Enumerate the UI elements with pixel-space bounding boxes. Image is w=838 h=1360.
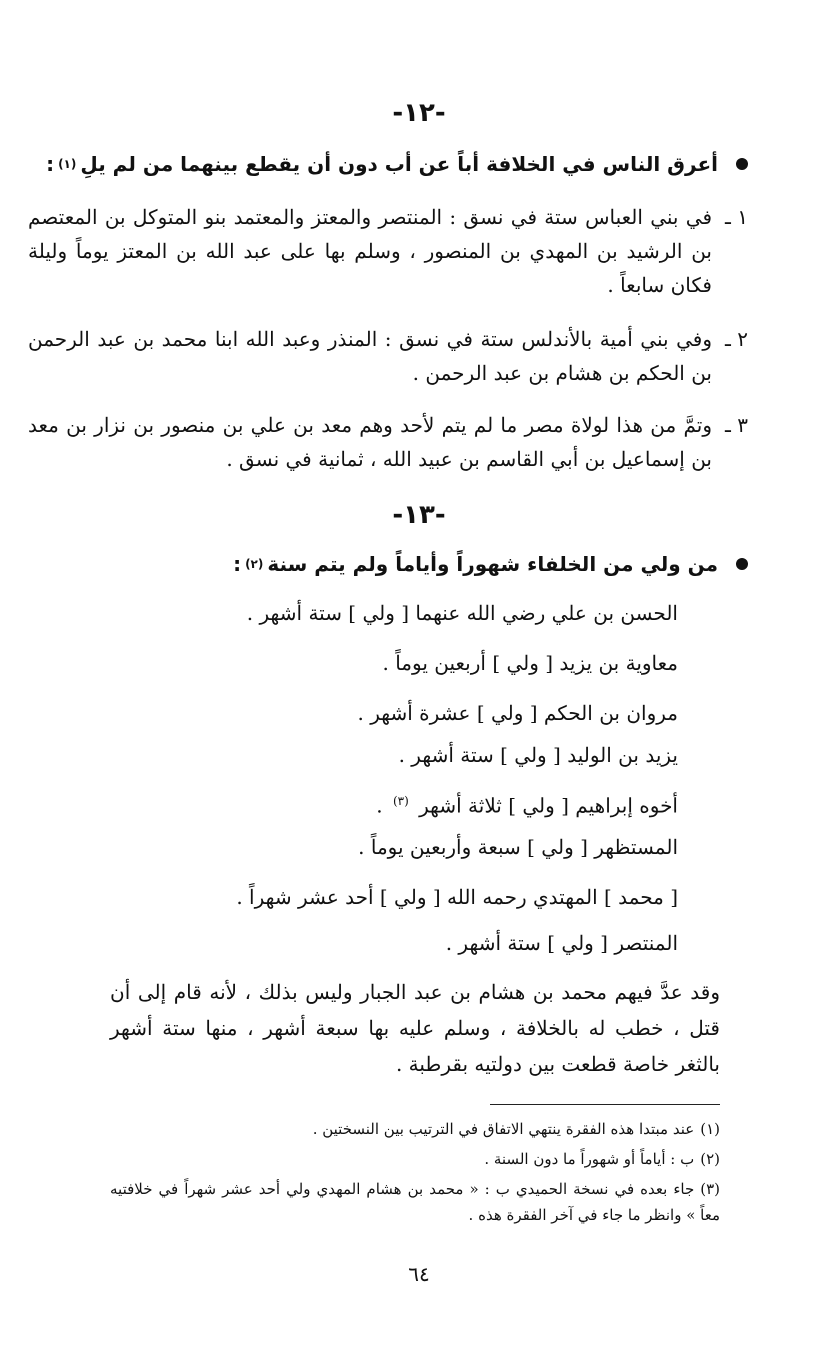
footnote-text: جاء بعده في نسخة الحميدي ب : « محمد بن هشام المهدي ولي أحد عشر شهراً في خلافتيه معاً » وانظر ما جاء في آخر الفقرة هذه . (110, 1180, 720, 1224)
list-item: معاوية بن يزيد [ ولي ] أربعين يوماً . (382, 651, 678, 675)
section-number-12: -١٢- (392, 98, 446, 128)
footnote-ref-1: (١) (58, 157, 77, 171)
list-item: مروان بن الحكم [ ولي ] عشرة أشهر . (357, 701, 678, 725)
footnote-text: عند مبتدا هذه الفقرة ينتهي الاتفاق في الترتيب بين النسختين . (312, 1120, 695, 1138)
item-number: ٢ ـ (725, 327, 748, 351)
list-item: المستظهر [ ولي ] سبعة وأربعين يوماً . (358, 835, 678, 859)
heading-colon: : (46, 152, 55, 176)
footnote-ref-3: (٣) (392, 794, 409, 808)
list-item: يزيد بن الوليد [ ولي ] ستة أشهر . (398, 743, 678, 767)
footnote-ref-2: (٢) (245, 557, 264, 571)
page-number: ٦٤ (408, 1262, 430, 1286)
heading-text: أعرق الناس في الخلافة أباً عن أب دون أن يقطع بينهما من لم يلِ (80, 152, 718, 176)
bullet-icon (736, 558, 748, 570)
section-number-13: -١٣- (392, 500, 446, 530)
footnote-1 (110, 1116, 720, 1142)
item-text: في بني العباس ستة في نسق : المنتصر والمعتز والمعتمد بنو المتوكل بن المعتصم بن الرشيد بن المهدي بن المنصور ، وسلم بها على عبد الله بن المعتز يوماً وليلة فكان سابعاً . (28, 205, 713, 297)
item-paragraph-1 (28, 200, 748, 302)
footnote-number: (٢) (700, 1150, 720, 1168)
footnote-divider (490, 1104, 720, 1105)
heading-text: من ولي من الخلفاء شهوراً وأياماً ولم يتم سنة (267, 552, 718, 576)
list-item-period: . (376, 793, 383, 818)
heading-colon: : (233, 552, 242, 576)
item-number: ١ ـ (725, 205, 748, 229)
list-item: الحسن بن علي رضي الله عنهما [ ولي ] ستة أشهر . (246, 601, 678, 625)
item-text: وفي بني أمية بالأندلس ستة في نسق : المنذر وعبد الله ابنا محمد بن عبد الرحمن بن الحكم بن هشام بن عبد الرحمن . (28, 327, 712, 385)
section-13-heading (60, 548, 748, 580)
footnote-number: (١) (700, 1120, 720, 1138)
list-item-with-footnote (376, 784, 678, 823)
section-12-heading (46, 148, 748, 180)
item-paragraph-2 (28, 322, 748, 390)
footnote-number: (٣) (700, 1180, 720, 1198)
item-paragraph-3 (28, 408, 748, 476)
item-number: ٣ ـ (725, 413, 748, 437)
list-item-text: أخوه إبراهيم [ ولي ] ثلاثة أشهر (419, 793, 678, 818)
footnote-text: ب : أياماً أو شهوراً ما دون السنة . (484, 1150, 695, 1168)
footnote-3 (110, 1176, 720, 1228)
list-item: المنتصر [ ولي ] ستة أشهر . (445, 931, 678, 955)
bullet-icon (736, 158, 748, 170)
footnote-2 (110, 1146, 720, 1172)
item-text: وتمَّ من هذا لولاة مصر ما لم يتم لأحد وهم معد بن علي بن منصور بن نزار بن معد بن إسماعيل بن أبي القاسم بن عبيد الله ، ثمانية في نسق . (28, 413, 712, 471)
list-item: [ محمد ] المهتدي رحمه الله [ ولي ] أحد عشر شهراً . (236, 885, 678, 909)
closing-paragraph: وقد عدَّ فيهم محمد بن هشام بن عبد الجبار وليس بذلك ، لأنه قام إلى أن قتل ، خطب له بالخلافة ، وسلم عليه بها سبعة أشهر ، منها ستة أشهر بالثغر خاصة قطعت بين دولتيه بقرطبة . (110, 980, 720, 1076)
